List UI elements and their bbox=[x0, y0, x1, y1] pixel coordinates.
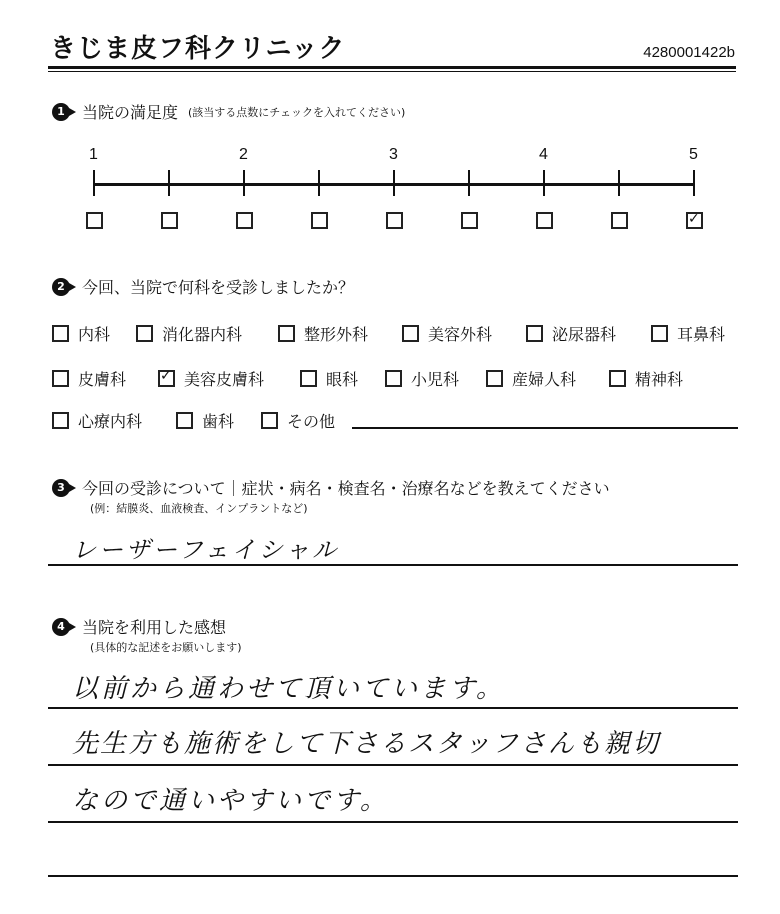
department-checkbox[interactable] bbox=[651, 325, 668, 342]
scale-label-1: 1 bbox=[89, 146, 98, 163]
scale-tick bbox=[168, 170, 170, 196]
q4-answer-line-1[interactable]: 以前から通わせて頂いています。 bbox=[72, 674, 505, 704]
scale-tick bbox=[243, 170, 245, 196]
department-label: 小児科 bbox=[411, 370, 460, 389]
department-checkbox[interactable] bbox=[52, 325, 69, 342]
q4-rule-2 bbox=[48, 764, 738, 766]
satisfaction-checkbox-8[interactable] bbox=[611, 212, 628, 229]
department-option[interactable] bbox=[609, 367, 683, 390]
scale-label-2: 2 bbox=[239, 146, 248, 163]
department-label: 皮膚科 bbox=[78, 370, 127, 389]
satisfaction-checkbox-1[interactable] bbox=[86, 212, 103, 229]
department-checkbox[interactable] bbox=[526, 325, 543, 342]
scale-tick bbox=[618, 170, 620, 196]
scale-tick bbox=[693, 170, 695, 196]
satisfaction-checkbox-2[interactable] bbox=[161, 212, 178, 229]
department-option[interactable] bbox=[385, 367, 459, 390]
department-option[interactable] bbox=[176, 409, 234, 432]
department-checkbox[interactable] bbox=[278, 325, 295, 342]
clinic-title: きじま皮フ科クリニック bbox=[50, 34, 346, 64]
department-option[interactable] bbox=[52, 367, 126, 390]
scale-tick bbox=[543, 170, 545, 196]
q2-label: 今回、当院で何科を受診しましたか？ bbox=[82, 278, 355, 297]
department-label: 消化器内科 bbox=[162, 325, 243, 344]
scale-tick bbox=[393, 170, 395, 196]
q3-note: (例：結膜炎、血液検査、インプラントなど) bbox=[90, 502, 308, 515]
department-checkbox[interactable] bbox=[385, 370, 402, 387]
department-checkbox[interactable] bbox=[261, 412, 278, 429]
q4-label: 当院を利用した感想 bbox=[82, 618, 227, 637]
department-checkbox[interactable] bbox=[402, 325, 419, 342]
satisfaction-checkbox-5[interactable] bbox=[386, 212, 403, 229]
department-checkbox[interactable] bbox=[609, 370, 626, 387]
q3-label: 今回の受診について｜症状・病名・検査名・治療名などを教えてください bbox=[82, 479, 610, 498]
department-checkbox[interactable] bbox=[176, 412, 193, 429]
department-label: 美容外科 bbox=[428, 325, 493, 344]
department-label: 耳鼻科 bbox=[677, 325, 726, 344]
department-option[interactable] bbox=[300, 367, 358, 390]
satisfaction-checkbox-7[interactable] bbox=[536, 212, 553, 229]
department-label: 内科 bbox=[78, 325, 111, 344]
department-label: 精神科 bbox=[635, 370, 684, 389]
department-option[interactable] bbox=[136, 322, 242, 345]
q2-number-badge: 2 bbox=[52, 278, 70, 296]
department-label: 歯科 bbox=[202, 412, 235, 431]
q1-heading bbox=[52, 100, 405, 123]
q1-number-badge: 1 bbox=[52, 103, 70, 121]
satisfaction-checkbox-3[interactable] bbox=[236, 212, 253, 229]
department-option[interactable] bbox=[52, 409, 142, 432]
department-option[interactable] bbox=[402, 322, 492, 345]
q1-label: 当院の満足度 bbox=[82, 103, 179, 122]
header-rule-thin bbox=[48, 71, 736, 72]
scale-label-3: 3 bbox=[389, 146, 398, 163]
q4-rule-1 bbox=[48, 707, 738, 709]
department-label: 整形外科 bbox=[304, 325, 369, 344]
q4-note: (具体的な記述をお願いします) bbox=[90, 641, 242, 654]
department-label: 産婦人科 bbox=[512, 370, 577, 389]
satisfaction-checkbox-4[interactable] bbox=[311, 212, 328, 229]
department-checkbox[interactable] bbox=[486, 370, 503, 387]
q3-handwritten-answer[interactable]: レーザーフェイシャル bbox=[72, 536, 340, 564]
q4-number-badge: 4 bbox=[52, 618, 70, 636]
other-write-in-line[interactable] bbox=[352, 427, 738, 429]
department-label: 美容皮膚科 bbox=[184, 370, 265, 389]
q3-number-badge: 3 bbox=[52, 479, 70, 497]
department-checkbox[interactable] bbox=[52, 370, 69, 387]
department-checkbox[interactable] bbox=[136, 325, 153, 342]
department-option[interactable] bbox=[261, 409, 335, 432]
satisfaction-checkbox-6[interactable] bbox=[461, 212, 478, 229]
department-option[interactable] bbox=[52, 322, 110, 345]
department-label: その他 bbox=[287, 412, 336, 431]
department-label: 眼科 bbox=[326, 370, 359, 389]
q1-note: (該当する点数にチェックを入れてください) bbox=[188, 105, 406, 119]
document-id: 4280001422b bbox=[643, 44, 735, 61]
q4-rule-4 bbox=[48, 875, 738, 877]
scale-label-4: 4 bbox=[539, 146, 548, 163]
department-checkbox[interactable] bbox=[300, 370, 317, 387]
scale-tick bbox=[318, 170, 320, 196]
q4-rule-3 bbox=[48, 821, 738, 823]
q4-answer-line-3[interactable]: なので通いやすいです。 bbox=[72, 786, 389, 816]
department-checkbox[interactable] bbox=[52, 412, 69, 429]
q3-heading bbox=[52, 476, 610, 499]
scale-tick bbox=[93, 170, 95, 196]
department-option[interactable] bbox=[158, 367, 264, 390]
department-checkbox[interactable] bbox=[158, 370, 175, 387]
q2-heading bbox=[52, 275, 354, 298]
scale-tick bbox=[468, 170, 470, 196]
department-option[interactable] bbox=[486, 367, 576, 390]
department-option[interactable] bbox=[651, 322, 725, 345]
header-rule-thick bbox=[48, 66, 736, 69]
satisfaction-checkbox-9[interactable] bbox=[686, 212, 703, 229]
department-label: 心療内科 bbox=[78, 412, 143, 431]
scale-label-5: 5 bbox=[689, 146, 698, 163]
q4-heading bbox=[52, 615, 226, 638]
department-option[interactable] bbox=[278, 322, 368, 345]
department-label: 泌尿器科 bbox=[552, 325, 617, 344]
department-option[interactable] bbox=[526, 322, 616, 345]
q3-answer-line bbox=[48, 564, 738, 566]
q4-answer-line-2[interactable]: 先生方も施術をして下さるスタッフさんも親切 bbox=[72, 729, 661, 759]
